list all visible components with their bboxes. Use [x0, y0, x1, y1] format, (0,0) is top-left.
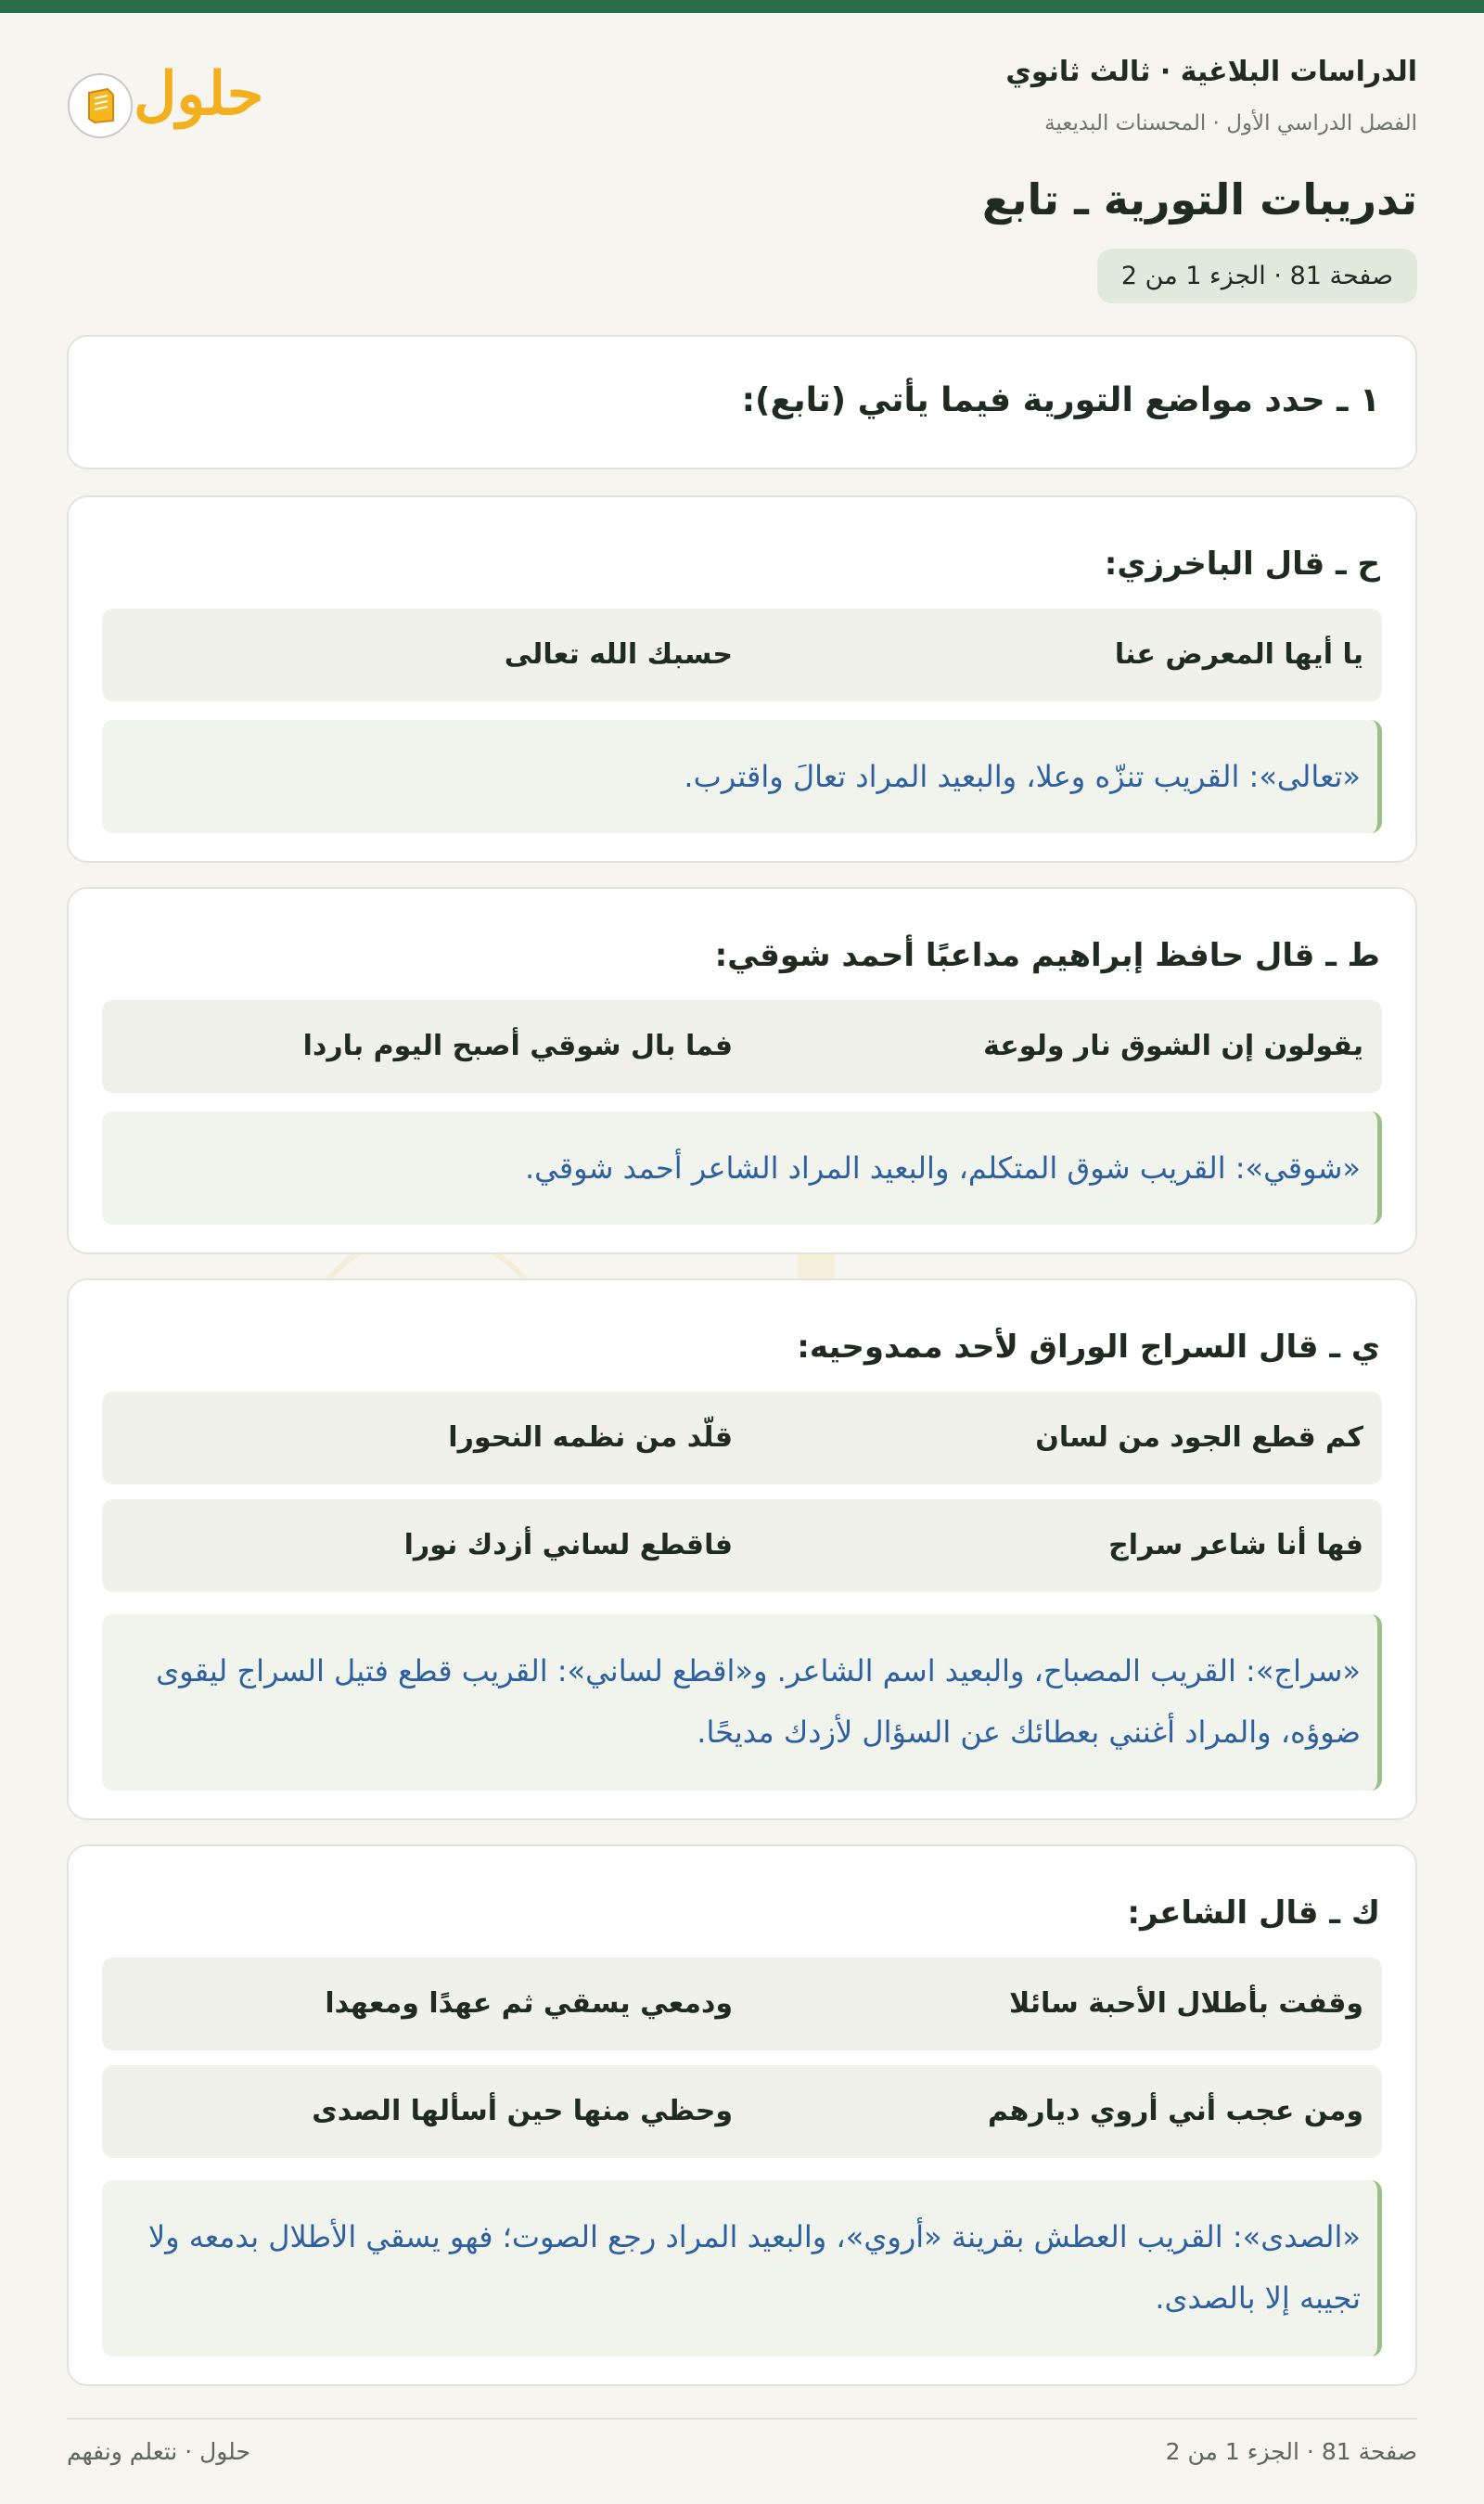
- top-accent-bar: [0, 0, 1484, 13]
- verse-row: [102, 609, 1382, 701]
- verse-second-hemistich: حسبك الله تعالى: [504, 638, 733, 671]
- item-card-tah: [67, 887, 1417, 1254]
- verse-row: [102, 1000, 1382, 1093]
- footer-divider: [67, 2418, 1417, 2420]
- verse-first-hemistich: فها أنا شاعر سراج: [1108, 1529, 1363, 1561]
- exercise-heading-card: [67, 335, 1417, 469]
- verse-row: [102, 1392, 1382, 1484]
- exercise-heading: ١ ـ حدد مواضع التورية فيما يأتي (تابع):: [741, 381, 1380, 419]
- verse-first-hemistich: وقفت بأطلال الأحبة سائلا: [1008, 1987, 1363, 2020]
- subject-title: الدراسات البلاغية · ثالث ثانوي: [1005, 56, 1417, 88]
- item-heading: ي ـ قال السراج الوراق لأحد ممدوحيه:: [797, 1329, 1380, 1366]
- verse-first-hemistich: كم قطع الجود من لسان: [1035, 1421, 1363, 1454]
- item-heading: ح ـ قال الباخرزي:: [1104, 546, 1380, 583]
- page-title: تدريبات التورية ـ تابع: [981, 174, 1417, 225]
- page-info-badge: صفحة 81 · الجزء 1 من 2: [1097, 249, 1417, 303]
- item-heading: ك ـ قال الشاعر:: [1127, 1894, 1380, 1932]
- verse-first-hemistich: يا أيها المعرض عنا: [1114, 638, 1363, 671]
- verse-second-hemistich: قلّد من نظمه النحورا: [448, 1421, 733, 1454]
- item-card-ya: [67, 1278, 1417, 1820]
- verse-second-hemistich: فاقطع لساني أزدك نورا: [403, 1529, 733, 1561]
- item-heading: ط ـ قال حافظ إبراهيم مداعبًا أحمد شوقي:: [714, 937, 1380, 974]
- verse-second-hemistich: فما بال شوقي أصبح اليوم باردا: [302, 1030, 733, 1062]
- page-header: [67, 56, 1417, 306]
- explanation-box: «الصدى»: القريب العطش بقرينة «أروي»، والبعيد المراد رجع الصوت؛ فهو يسقي الأطلال بدمعه ولا تجيبه إلا بالصدى.: [102, 2180, 1382, 2356]
- explanation-box: «سراج»: القريب المصباح، والبعيد اسم الشاعر. و«اقطع لساني»: القريب قطع فتيل السراج ليقوى ضوؤه، والمراد أغنني بعطائك عن السؤال لأزدك مديحًا.: [102, 1614, 1382, 1791]
- item-card-hah: [67, 495, 1417, 863]
- verse-row: [102, 1958, 1382, 2050]
- explanation-box: «شوقي»: القريب شوق المتكلم، والبعيد المراد الشاعر أحمد شوقي.: [102, 1111, 1382, 1225]
- item-card-kaf: [67, 1844, 1417, 2386]
- verse-second-hemistich: ودمعي يسقي ثم عهدًا ومعهدا: [325, 1987, 733, 2020]
- brand-logo: [67, 59, 280, 145]
- verse-second-hemistich: وحظي منها حين أسألها الصدى: [312, 2095, 733, 2127]
- verse-first-hemistich: يقولون إن الشوق نار ولوعة: [983, 1030, 1363, 1062]
- book-icon: [67, 72, 134, 139]
- explanation-box: «تعالى»: القريب تنزّه وعلا، والبعيد المراد تعالَ واقترب.: [102, 720, 1382, 833]
- footer-brand: حلول · نتعلم ونفهم: [67, 2438, 250, 2465]
- logo-text: حلول: [134, 59, 264, 129]
- verse-first-hemistich: ومن عجب أني أروي ديارهم: [988, 2095, 1363, 2127]
- semester-subtitle: الفصل الدراسي الأول · المحسنات البديعية: [1044, 111, 1417, 135]
- verse-row: [102, 2065, 1382, 2158]
- verse-row: [102, 1499, 1382, 1592]
- footer-page-info: صفحة 81 · الجزء 1 من 2: [1165, 2438, 1417, 2465]
